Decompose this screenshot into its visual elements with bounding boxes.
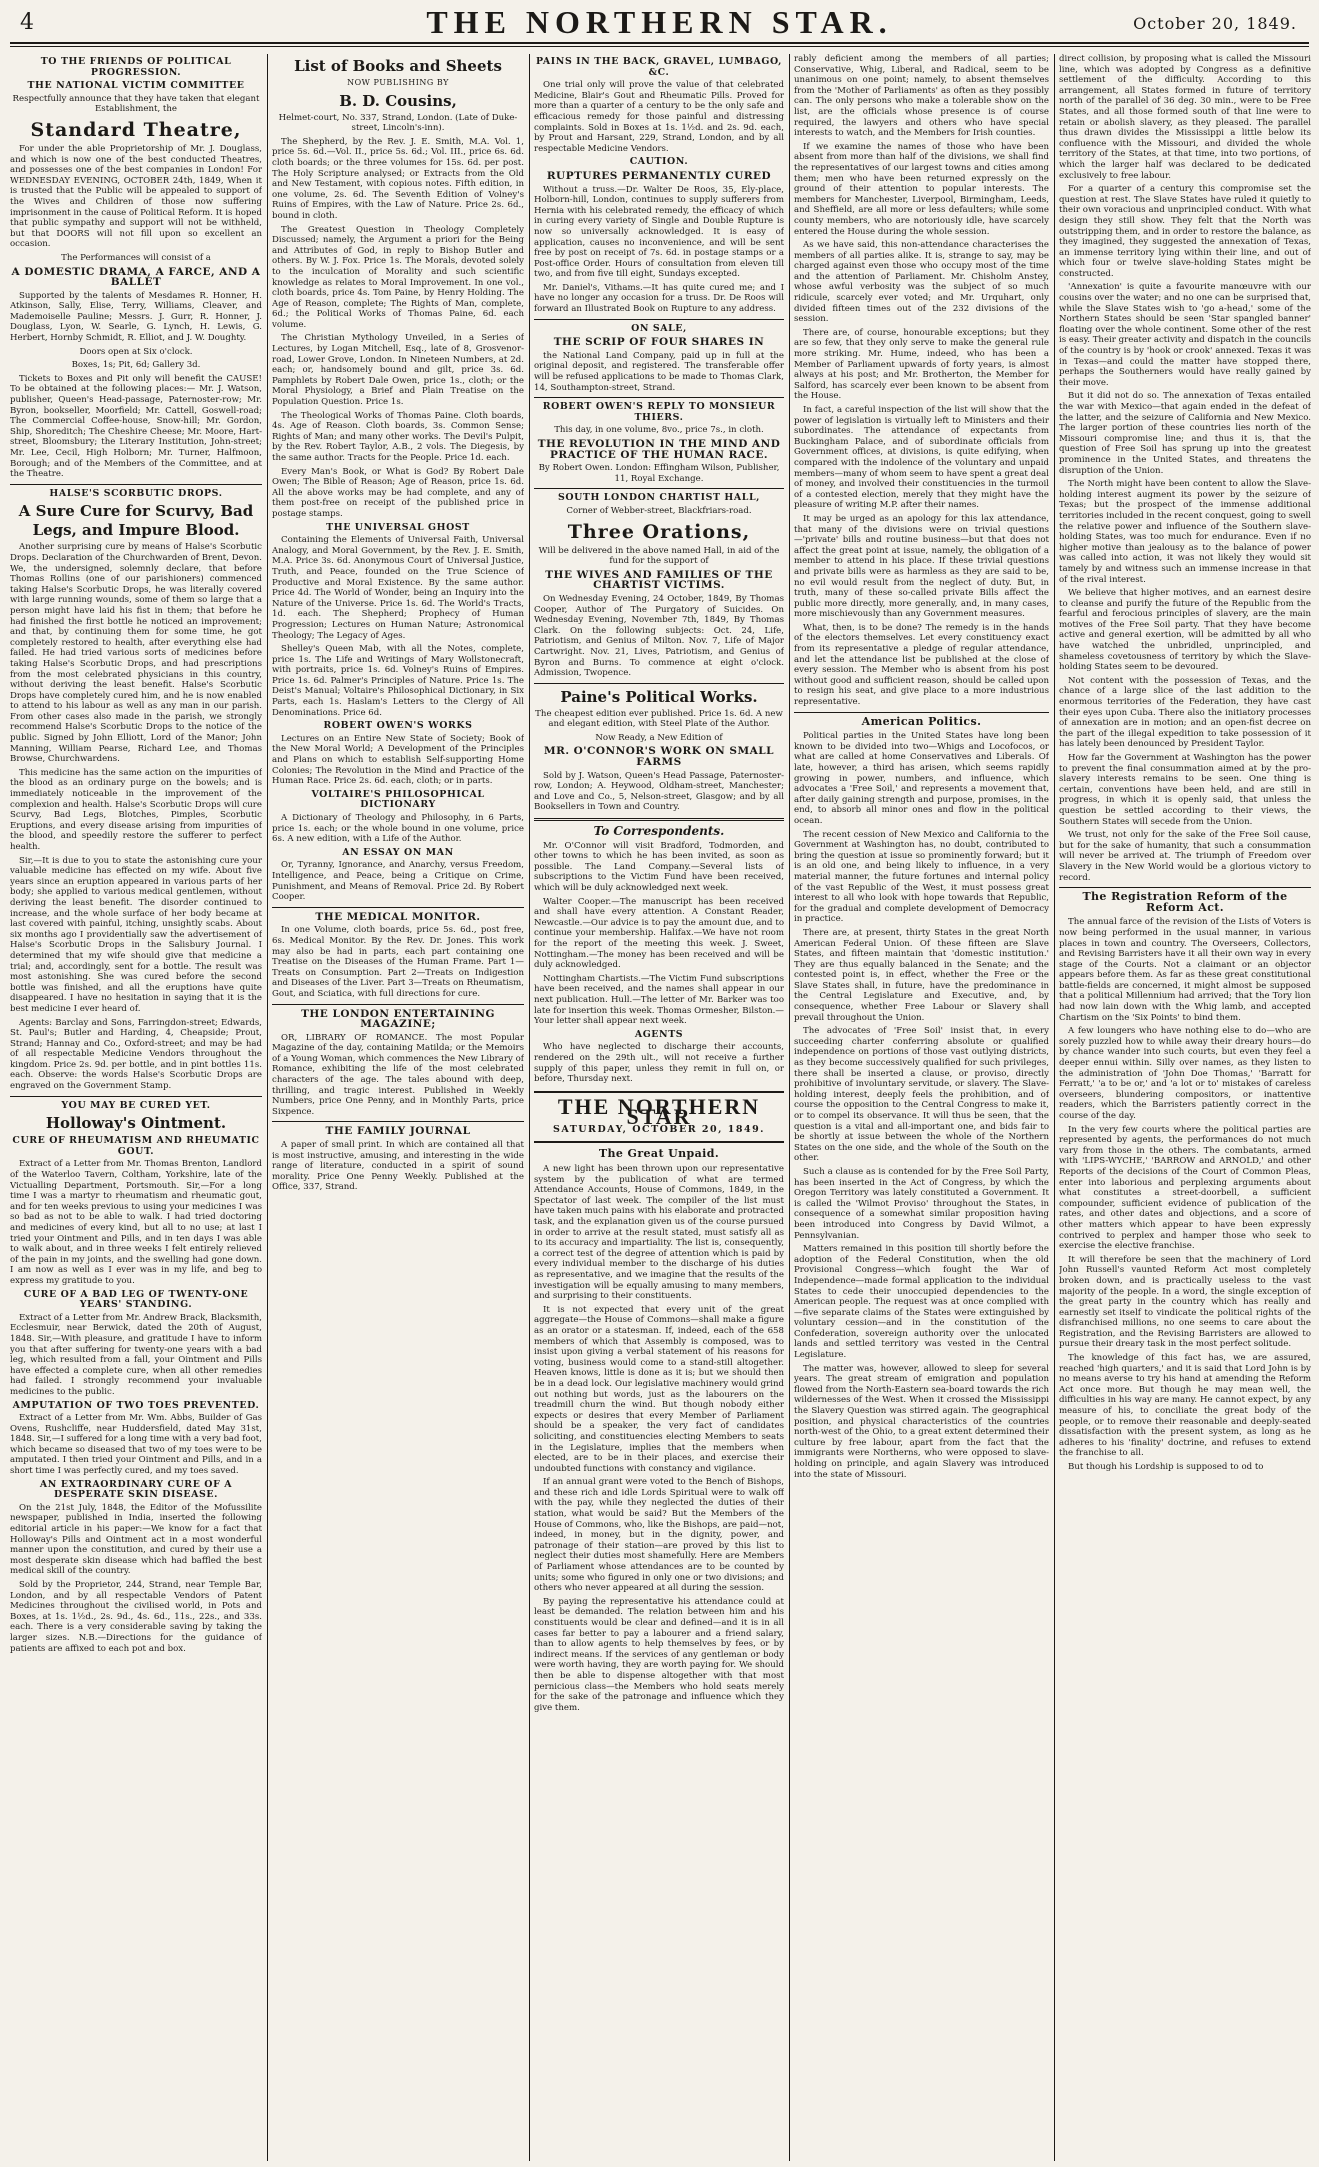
paragraph: For a quarter of a century this compromise set the question at rest. The Slave States have ruled it quietly to their own voracious and unprincipled conduct. With what design they still show. They felt that the North was outstripping them, and in order to restore the balance, as they imagined, they suggested the annexation of Texas, an immense territory lying within their line, and out of which four or twelve slave-holding States might be constructed. — [1059, 184, 1311, 279]
section-heading: MR. O'CONNOR'S WORK ON SMALL FARMS — [543, 745, 774, 769]
paragraph: In one Volume, cloth boards, price 5s. 6d., post free, 6s. Medical Monitor. By the Rev. Dr. Jones. This work may also be had in parts, each part containing one Treatise on the Diseases of the Human Frame. Part 1—Treats on Consumption. Part 2—Treats on Indigestion and Diseases of the Liver. Part 3—Treats on Rheumatism, Gout, and Sciatica, with full directions for cure. — [272, 925, 524, 999]
section-heading: PAINS IN THE BACK, GRAVEL, LUMBAGO, &C. — [535, 56, 783, 78]
paragraph: By paying the representative his attendance could at least be demanded. The relation between him and his constituents would be clear and defined—and it is in all cases far better to pay a labourer and a friend salary, than to allow agents to help themselves by fees, or by indirect means. If the services of any gentleman or body were worth having, they are worth paying for. We should then be able to dispense altogether with that most pernicious class—the Members who hold seats merely for the sake of the patronage and influence which they give them. — [534, 1596, 784, 1713]
paragraph: Every Man's Book, or What is God? By Robert Dale Owen; The Bible of Reason; Age of Reason, price 1s. 6d. All the above works may be had complete, and any of them post-free on receipt of the published price in postage stamps. — [272, 466, 524, 519]
section-heading: THE MEDICAL MONITOR. — [315, 910, 481, 923]
paragraph: There are, at present, thirty States in the great North American Federal Union. Of these fifteen are Slave States, and fifteen maintain that 'domestic institution.' They are thus equally balanced in the Senate; and the contested point is, in effect, whether the Free or the Slave States shall, in future, have the predominance in the Central Legislature and Executive, and, by consequence, whether Free Labour or Slavery shall prevail throughout the Union. — [794, 927, 1049, 1023]
paragraph: Tickets to Boxes and Pit only will benefit the CAUSE! To be obtained at the following places:— Mr. J. Watson, publisher, Queen's Head-passage, Paternoster-row; Mr. Byron, bookseller, Moorfield; Mr. Cattell, Goswell-road; The Commercial Coffee-house, Snow-hill; Mr. Gordon, Ship, Shoreditch; The Cheshire Cheese; Mr. Moore, Hart-street, Bloomsbury; the Literary Institution, John-street; Mr. Lee, Cecil, High Holborn; Mr. Turner, Halfmoon, Borough; and of the Members of the Committee, and at the Theatre. — [10, 373, 262, 480]
newspaper-title: THE NORTHERN STAR. — [426, 4, 893, 40]
section-heading: To Correspondents. — [593, 824, 725, 839]
paragraph: the National Land Company, paid up in full at the original deposit, and registered. The transferable offer will be refused applications to be made to Thomas Clark, 14, Southampton-street, Strand. — [534, 350, 784, 393]
paragraph: Will be delivered in the above named Hall, in aid of the fund for the support of — [538, 545, 780, 567]
divider — [10, 1096, 262, 1097]
paragraph: What, then, is to be done? The remedy is in the hands of the electors themselves. Let every constituency exact from its representative a pledge of regular attendance, and let the attendance list be published at the close of every session. The Member who is absent from his post without good and sufficient reason, should be called upon to resign his seat, and give place to a more industrious representative. — [794, 622, 1049, 708]
section-heading: AMPUTATION OF TWO TOES PREVENTED. — [12, 1399, 260, 1411]
paragraph: One trial only will prove the value of that celebrated Medicine, Blair's Gout and Rheumatic Pills. Proved for more than a quarter of a century to be the only safe and efficacious remedy for those painful and distressing complaints. Sold in Boxes at 1s. 1½d. and 2s. 9d. each, by Prout and Harsant, 229, Strand, London, and by all respectable Medicine Vendors. — [534, 80, 784, 154]
divider — [534, 818, 784, 821]
paragraph: We trust, not only for the sake of the Free Soil cause, but for the sake of humanity, that such a consummation will never be arrived at. The triumph of Freedom over Slavery in the New World would be a glorious victory to record. — [1059, 830, 1311, 883]
paragraph: Shelley's Queen Mab, with all the Notes, complete, price 1s. The Life and Writings of Mary Wollstonecraft, with portraits, price 1s. 6d. Volney's Ruins of Empires. Price 1s. 6d. Palmer's Principles of Nature. Price 1s. The Deist's Manual; Voltaire's Philosophical Dictionary, in Six Parts, each 1s. Haslam's Letters to the Clergy of All Denominations. Price 6d. — [272, 644, 524, 718]
paragraph: This medicine has the same action on the impurities of the blood as an ordinary purge on the bowels; and is immediately noticeable in the improvement of the complexion and health. Halse's Scorbutic Drops will cure Scurvy, Bad Legs, Blotches, Pimples, Scorbutic Eruptions, and every disease arising from impurities of the blood, and speedily restore the sufferer to perfect health. — [10, 767, 262, 852]
paragraph: The North might have been content to allow the Slave-holding interest augment its power by the seizure of Texas; but the prospect of the immense additional territories included in the recent conquest, going to swell the relative power and influence of the Southern slave-holding States, was too much for endurance. Even if no higher motive than jealousy as to the balance of power was called into action, it was not likely they would sit tamely by and witness such an immense increase in that of the rival interest. — [1059, 479, 1311, 585]
column-1 — [10, 54, 262, 2161]
paragraph: Extract of a Letter from Mr. Wm. Abbs, Builder of Gas Ovens, Rushcliffe, near Huddersfield, dated May 31st, 1848. Sir,—I suffered for a long time with a very bad foot, which became so diseased that two of my toes were to be amputated. I then tried your Ointment and Pills, and in a short time I was perfectly cured, and my toes saved. — [10, 1413, 262, 1477]
divider — [1059, 887, 1311, 888]
section-heading: ROBERT OWEN'S WORKS — [323, 720, 473, 732]
paragraph: rably deficient among the members of all parties; Conservative, Whig, Liberal, and Radical, seem to be unanimous on one point; namely, to absent themselves from the 'Mother of Parliaments' as often as they possibly can. The only persons who make a tolerable show on the list, are the officials whose presence is of course required, the lawyers and others who have special interests to watch, and the Members for Irish counties. — [794, 54, 1049, 139]
column-rule — [267, 54, 268, 2161]
paragraph: Political parties in the United States have long been known to be divided into two—Whigs and Locofocos, or what are called at home Conservatives and Liberals. Of late, however, a third has arisen, which seems rapidly growing in power, numbers, and influence, which advocates a 'Free Soil,' and represents a movement that, after daily gaining strength and purpose, promises, in the end, to absorb all minor ones and flow in the political ocean. — [794, 731, 1049, 826]
column-5 — [1059, 54, 1311, 2161]
paragraph: Now Ready, a New Edition of — [595, 732, 723, 743]
paragraph: In the very few courts where the political parties are represented by agents, the performances do not much vary from those in the others. The combatants, armed with 'LIPS-WYCHE,' 'BARROW and ARNOLD,' and other Reports of the decisions of the Court of Common Pleas, enter into laborious and perplexing arguments about what constitutes a street-doorbell, a sufficient compounder, sufficient evidence of publication of the rates, and other dates and objections, and a score of other matters which appear to have been expressly contrived to perplex and hamper those who seek to exercise the elective franchise. — [1059, 1124, 1311, 1252]
paragraph: Another surprising cure by means of Halse's Scorbutic Drops. Declaration of the Churchwarden of Brent, Devon. We, the undersigned, solemnly declare, that before Thomas Rollins (one of our parishioners) commenced taking Halse's Scorbutic Drops, he was literally covered with large running wounds, some of them so large that a person might have laid his fist in them; that before he had finished the first bottle he noticed an improvement; and that, by continuing them for some time, he got completely restored to health, after everything else had failed. He had tried various sorts of medicines before taking Halse's Scorbutic Drops, and had prescriptions from the most celebrated physicians in this country, without deriving the least benefit. Halse's Scorbutic Drops have completely cured him, and he is now enabled to attend to his labour as well as any man in our parish. From other cases also made in the parish, we strongly recommend Halse's Scorbutic Drops to the notice of the public. Signed by John Elliott, Lord of the Manor; John Manning, William Pearse, Richard Lee, and Thomas Browse, Churchwardens. — [10, 542, 262, 765]
paragraph: direct collision, by proposing what is called the Missouri line, which was adopted by Congress as a definitive settlement of the difficulty. According to this arrangement, all States formed in future of territory north of the parallel of 36 deg. 30 min., were to be Free States, and all those formed south of that line were to retain or abolish slavery, as they pleased. The parallel thus drawn divides the Mississippi a little below its confluence with the Missouri, and divided the whole territory of the States, at that time, into two portions, of which the larger half was declared to be dedicated exclusively to free labour. — [1059, 54, 1311, 181]
paragraph: A paper of small print. In which are contained all that is most instructive, amusing, and interesting in the wide range of literature, conducted in a spirit of sound morality. Price One Penny Weekly. Published at the Office, 337, Strand. — [272, 1140, 524, 1193]
paragraph: Corner of Webber-street, Blackfriars-road. — [566, 505, 752, 516]
divider — [272, 1004, 524, 1005]
paragraph: Sir,—It is due to you to state the astonishing cure your valuable medicine has effected on my wife. About five years since an eruption appeared in various parts of her body; she applied to various medical gentlemen, without deriving the least benefit. The disorder continued to increase, and the whole surface of her body became at last covered with painful, itching, unsightly scabs. About six months ago I providentially saw the advertisement of Halse's Scorbutic Drops in the Salisbury Journal. I determined that my wife should give that medicine a trial; and, accordingly, sent for a bottle. The result was most astonishing. She was cured before the second bottle was finished, and all the eruptions have quite disappeared. I have no hesitation in saying that it is the best medicine I ever heard of. — [10, 855, 262, 1014]
paragraph: A new light has been thrown upon our representative system by the publication of what are termed Attendance Accounts, House of Commons, 1849, in the Spectator of last week. The compiler of the list must have taken much pains with his elaborate and protracted task, and the explanation given us of the course pursued in order to arrive at the result stated, must satisfy all as to its accuracy and impartiality. The list is, consequently, a correct test of the degree of attention which is paid by every individual member to the discharge of his duties as representative, and we imagine that the results of the investigation will be equally amusing to many members, and surprising to their constituents. — [534, 1164, 784, 1302]
paragraph: Nottingham Chartists.—The Victim Fund subscriptions have been received, and the names shall appear in our next publication. Hull.—The letter of Mr. Barker was too late for insertion this week. Thomas Ormesher, Bilston.—Your letter shall appear next week. — [534, 973, 784, 1027]
paragraph: The advocates of 'Free Soil' insist that, in every succeeding charter conferring absolute or qualified independence on portions of those vast outlying districts, as they become successively qualified for such privileges, there shall be inserted a clause, or proviso, directly prohibitive of involuntary servitude, or slavery. The Slave-holding interest, deeply feels the prohibition, and of course the opposition to the Central Congress to make it, or to compel its observance. It will thus be seen, that the question is a vital and all-important one, and bids fair to be shortly at issue between the whole of the Northern States on the one side, and the whole of the South on the other. — [794, 1026, 1049, 1164]
paragraph: Who have neglected to discharge their accounts, rendered on the 29th ult., will not receive a further supply of this paper, unless they remit in full on, or before, Thursday next. — [534, 1042, 784, 1085]
divider — [534, 488, 784, 489]
paragraph: Sold by the Proprietor, 244, Strand, near Temple Bar, London, and by all respectable Vendors of Patent Medicines throughout the civilised world, in Pots and Boxes, at 1s. 1½d., 2s. 9d., 4s. 6d., 11s., 22s., and 33s. each. There is a very considerable saving by taking the larger sizes. N.B.—Directions for the guidance of patients are affixed to each pot and box. — [10, 1580, 262, 1654]
paragraph: But though his Lordship is supposed to od to — [1068, 1462, 1264, 1472]
section-heading: THE WIVES AND FAMILIES OF THE CHARTIST VICTIMS. — [545, 568, 773, 592]
paragraph: The recent cession of New Mexico and California to the Government at Washington has, no doubt, contributed to bring the question at issue so prominently forward; but it is an old one, and being likely to influence, in a very material manner, the future fortunes and internal policy of the vast Republic of the West, it must possess great interest to all who look with hope towards that Republic, for the gradual and complete development of Democracy in practice. — [794, 829, 1049, 925]
paragraph: Without a truss.—Dr. Walter De Roos, 35, Ely-place, Holborn-hill, London, continues to supply sufferers from Hernia with his celebrated remedy, the efficacy of which in curing every variety of Single and Double Rupture is now so universally acknowledged. It is easy of application, causes no inconvenience, and will be sent free by post on receipt of 7s. 6d. in postage stamps or a Post-office Order. Hours of consultation from eleven till two, and from five till eight, Sundays excepted. — [534, 184, 784, 280]
paragraph: The Shepherd, by the Rev. J. E. Smith, M.A. Vol. 1, price 5s. 6d.—Vol. II., price 5s. 6d.; Vol. III., price 6s. 6d. cloth boards; or the three volumes for 15s. 6d. per post. The Holy Scripture analysed; or Extracts from the Old and New Testament, with copious notes. Fifth edition, in one volume, 2s. 6d. The Seventh Edition of Volney's Ruins of Empires, with the Law of Nature. Price 2s. 6d., bound in cloth. — [272, 136, 524, 221]
column-2 — [272, 54, 524, 2161]
section-heading: THE SCRIP OF FOUR SHARES IN — [553, 336, 765, 349]
section-heading: CURE OF RHEUMATISM AND RHEUMATIC GOUT. — [12, 1135, 260, 1157]
divider — [272, 1121, 524, 1122]
paragraph: Mr. Daniel's, Vithams.—It has quite cured me; and I have no longer any occasion for a truss. Dr. De Roos will forward an Illustrated Book on Rupture to any address. — [534, 282, 784, 315]
masthead-rule — [10, 46, 1309, 47]
divider — [534, 683, 784, 684]
paragraph: It will therefore be seen that the machinery of Lord John Russell's vaunted Reform Act most completely broken down, and is practically useless to the vast majority of the people. In a word, the single exception of the great party in the country which has really and earnestly set itself to vindicate the political rights of the disfranchised millions, no one seems to care about the Registration, and the Revising Barristers are allowed to pursue their dreary task in the most perfect solitude. — [1059, 1254, 1311, 1350]
section-heading: SOUTH LONDON CHARTIST HALL, — [557, 492, 761, 504]
page-number: 4 — [20, 10, 34, 35]
editorial-date: SATURDAY, OCTOBER 20, 1849. — [552, 1123, 765, 1135]
headline-paine: Paine's Political Works. — [560, 687, 758, 706]
column-rule — [1054, 54, 1055, 2161]
paragraph: How far the Government at Washington has the power to prevent the final consummation aimed at by the pro-slavery interests remains to be seen. One thing is certain, conventions have been held, and are still in progress, in which it is openly said, that unless the question be settled according to their views, the Southern States will secede from the Union. — [1059, 753, 1311, 827]
editorial-title: THE NORTHERN STAR — [557, 1093, 761, 1130]
paragraph: It is not expected that every unit of the great aggregate—the House of Commons—shall make a figure as an orator or a statesman. If, indeed, each of the 658 members of which that Assembly is composed, was to insist upon giving a verbal statement of his reasons for voting, business would come to a stand-still altogether. Heaven knows, little is done as it is; but we should then be in a dead lock. Our legislative machinery would grind out nothing but words, just as the labourers on the treadmill churn the wind. But though nobody either expects or desires that every Member of Parliament should be a speaker, the very fact of candidates soliciting, and constituencies electing Members to seats in the Legislature, implies that the members when elected, are to be in their places, and exercise their undoubted functions with constancy and vigilance. — [534, 1304, 784, 1474]
paragraph: In fact, a careful inspection of the list will show that the power of legislation is virtually left to Ministers and their subordinates. The attendance of expectants from Buckingham Palace, and of subordinate officials from Government offices, at divisions, is quite edifying, when compared with the indolence of the voluntary and unpaid members—many of whom seem to have spent a great deal of money, and involved their constituencies in the turmoil of a contested election, merely that they might have the pleasure of writing M.P. after their names. — [794, 405, 1049, 511]
paragraph: On the 21st July, 1848, the Editor of the Mofussilite newspaper, published in India, inserted the following editorial article in his paper:—We know for a fact that Holloway's Pills and Ointment act in a most wonderful manner upon the constitution, and cured by their use a most desperate skin disease which had baffled the best medical skill of the country. — [10, 1502, 262, 1577]
paragraph: On Wednesday Evening, 24 October, 1849, By Thomas Cooper, Author of The Purgatory of Suicides. On Wednesday Evening, November 7th, 1849, By Thomas Clark. On the following subjects: Oct. 24, Life, Patriotism, and Genius of Milton. Nov. 7, Life of Major Cartwright. Nov. 21, Lives, Patriotism, and Genius of Byron and Burns. To commence at eight o'clock. Admission, Twopence. — [534, 593, 784, 679]
section-heading: VOLTAIRE'S PHILOSOPHICAL DICTIONARY — [311, 788, 485, 811]
paragraph: There are, of course, honourable exceptions; but they are so few, that they only serve to make the general rule more striking. Mr. Hume, indeed, who has been a Member of Parliament upwards of forty years, is almost always at his post; and Mr. Brotherton, the Member for Salford, has scarcely ever been known to be absent from the House. — [794, 327, 1049, 402]
section-heading: YOU MAY BE CURED YET. — [61, 1099, 211, 1111]
headline-publisher: B. D. Cousins, — [339, 91, 457, 110]
paragraph: NOW PUBLISHING BY — [347, 78, 449, 87]
paragraph: Lectures on an Entire New State of Society; Book of the New Moral World; A Development of the Principles and Plans on which to establish Self-supporting Home Colonies; The Revolution in the Mind and Practice of the Human Race. Price 2s. 6d. each, cloth; or in parts. — [272, 733, 524, 787]
paragraph: A few loungers who have nothing else to do—who are sorely puzzled how to while away their dreary hours—do by chance wander into such courts, but even they feel a deeper ennui within. Silly over names, as they listen to the administration of 'John Doe Thomas,' 'Barratt for Ferratt,' 'a to be or,' and 'a lot or to' mistakes of careless overseers, blundering compositors, or inattentive readers, which the Barristers patiently correct in the course of the day. — [1059, 1026, 1311, 1121]
paragraph: Supported by the talents of Mesdames R. Honner, H. Atkinson, Sally, Elise, Terry, Williams, Cleaver, and Mademoiselle Pauline; Messrs. J. Gurr, R. Honner, J. Douglass, Lyon, W. Searle, G. Lynch, H. Lewis, G. Herbert, Hornby Schmidt, R. Elliot, and J. W. Doughty. — [10, 290, 262, 344]
section-heading: THE FAMILY JOURNAL — [325, 1125, 471, 1138]
paragraph: Such a clause as is contended for by the Free Soil Party, has been inserted in the Act of Congress, by which the Oregon Territory was lately constituted a Government. It is called the 'Wilmot Proviso' throughout the States, in consequence of a somewhat similar proposition having been introduced into Congress by David Wilmot, a Pennsylvanian. — [794, 1166, 1049, 1241]
paragraph: Or, Tyranny, Ignorance, and Anarchy, versus Freedom, Intelligence, and Peace, being a Critique on Crime, Punishment, and Means of Removal. Price 2d. By Robert Cooper. — [272, 860, 524, 903]
column-rule — [789, 54, 790, 2161]
section-heading: CAUTION. — [629, 156, 689, 168]
editorial-banner — [534, 1091, 784, 1144]
paragraph: Containing the Elements of Universal Faith, Universal Analogy, and Moral Government, by the Rev. J. E. Smith, M.A. Price 3s. 6d. Anonymous Court of Universal Justice, Truth, and Peace, founded on the True Science of Productive and Moral Existence. By the same author. Price 4d. The World of Wonder, being an Inquiry into the Nature of the Universe. Price 1s. 6d. The World's Tracts, 1d. each. The Shepherd; Prophecy of Human Progression; Lectures on Human Nature; Astronomical Theology; The Legacy of Ages. — [272, 535, 524, 641]
section-heading: THE REVOLUTION IN THE MIND AND PRACTICE OF THE HUMAN RACE. — [537, 438, 781, 461]
paragraph: For under the able Proprietorship of Mr. J. Douglass, and which is now one of the best conducted Theatres, and possesses one of the best companies in London! For WEDNESDAY EVENING, OCTOBER 24th, 1849, When it is trusted that the Public will be appealed to support of the Wives and Children of those now suffering imprisonment in the cause of Political Reform. It is hoped that public sympathy and support will not be withheld, but that DOORS will not fill upon so excellent an occasion. — [10, 143, 262, 250]
divider — [272, 907, 524, 908]
paragraph: If we examine the names of those who have been absent from more than half of the divisions, we shall find the representatives of our largest towns and cities among them; men who have been returned expressly on the ground of their attention to popular interests. The members for Manchester, Liverpool, Birmingham, Leeds, and Sheffield, are all more or less defaulters; while some county members, who are notoriously idle, have scarcely entered the House during the whole session. — [794, 141, 1049, 237]
paragraph: OR, LIBRARY OF ROMANCE. The most Popular Magazine of the day, containing Matilda; or the Memoirs of a Young Woman, which commences the New Library of Romance, exhibiting the life of the most celebrated characters of the age. The tales abound with deep, thrilling, and tragic interest. Published in Weekly Numbers, price One Penny, and in Monthly Parts, price Sixpence. — [272, 1032, 524, 1117]
section-heading: AN ESSAY ON MAN — [342, 846, 454, 858]
headline-holloway: Holloway's Ointment. — [45, 1114, 227, 1133]
paragraph: Respectfully announce that they have taken that elegant Establishment, the — [12, 93, 260, 115]
paragraph: By Robert Owen. London: Effingham Wilson, Publisher, 11, Royal Exchange. — [538, 463, 780, 484]
section-heading: CURE OF A BAD LEG OF TWENTY-ONE YEARS' STANDING. — [23, 1288, 249, 1311]
section-heading: AGENTS — [634, 1028, 684, 1040]
paragraph: Helmet-court, No. 337, Strand, London. (Late of Duke-street, Lincoln's-inn). — [278, 112, 518, 134]
divider — [10, 484, 262, 485]
divider — [794, 712, 1049, 713]
paragraph: As we have said, this non-attendance characterises the members of all parties alike. It is, strange to say, may be charged against even those who occupy most of the time and the attention of Parliament. Mr. Chisholm Anstey, whose awful verbosity was the subject of so much ridicule, scarcely ever voted; and Mr. Urquhart, only divided fifteen times out of the 232 divisions of the session. — [794, 240, 1049, 325]
paragraph: Doors open at Six o'clock. — [79, 346, 193, 357]
headline-list: List of Books and Sheets — [294, 57, 502, 75]
paragraph: 'Annexation' is quite a favourite manœuvre with our cousins over the water; and no one can be surprised that, while the Slave States wish to 'go a-head,' some of the Northern States should be seen 'Star spangled banner' floating over the whole continent. Some other of the rest is easy. Their greater activity and dispatch in the councils of the country is by 'hook or crook' annexed. Texas it was in Texas—and could the matter have stopped there, perhaps the Southerners would have really gained by their move. — [1059, 282, 1311, 388]
section-heading: AN EXTRAORDINARY CURE OF A DESPERATE SKIN DISEASE. — [39, 1478, 233, 1501]
section-heading: RUPTURES PERMANENTLY CURED — [546, 169, 772, 182]
section-heading: ON SALE, — [631, 322, 687, 334]
section-heading: THE LONDON ENTERTAINING MAGAZINE; — [301, 1007, 495, 1031]
headline-orations: Three Orations, — [567, 520, 751, 543]
paragraph: But it did not do so. The annexation of Texas entailed the war with Mexico—that again ended in the defeat of the latter, and the seizure of California and New Mexico. The larger portion of these countries lies north of the Missouri compromise line; and thus it is, that the question of Free Soil has sprung up into the greatest prominence in the United States, and threatens the disruption of the Union. — [1059, 391, 1311, 476]
headline-cure: A Sure Cure for Scurvy, Bad Legs, and Impure Blood. — [18, 502, 254, 540]
section-heading: THE NATIONAL VICTIM COMMITTEE — [27, 80, 245, 92]
paragraph: We believe that higher motives, and an earnest desire to cleanse and purify the future of the Republic from the fearful and ferocious principles of slavery, are the main motives of the Free Soil party. That they have become active and general exertion, will be admitted by all who have watched the unbridled, unprincipled, and shameless covetousness of territory by which the Slave-holding States seem to be devoured. — [1059, 588, 1311, 673]
paragraph: The Performances will consist of a — [61, 252, 211, 263]
paragraph: Boxes, 1s; Pit, 6d; Gallery 3d. — [71, 360, 201, 371]
masthead-rule — [10, 42, 1309, 44]
section-heading: American Politics. — [861, 714, 982, 728]
paragraph: Not content with the possession of Texas, and the chance of a large slice of the last addition to the enormous territories of the Federation, they have cast their eyes upon Cuba. There also the initiatory processes of annexation are in motion; and an open-fist decree on the part of the illegal expedition to take possession of it has lately been denounced by President Taylor. — [1059, 675, 1311, 750]
section-heading: TO THE FRIENDS OF POLITICAL PROGRESSION. — [40, 56, 232, 78]
paragraph: This day, in one volume, 8vo., price 7s., in cloth. — [554, 425, 764, 436]
paragraph: It may be urged as an apology for this lax attendance, that many of the divisions were on trivial questions—'private' bills and routine business—but that does not affect the great point at issue, namely, the obligation of a member to attend in his place. If these trivial questions and private bills were as harmless as they are said to be, no evil would result from the neglect of duty. But, in truth, many of these so-called private Bills affect the public more directly, more generally, and, in many cases, more mischievously than any Government measures. — [794, 513, 1049, 620]
section-heading: A DOMESTIC DRAMA, A FARCE, AND A BALLET — [11, 265, 261, 289]
paragraph: The knowledge of this fact has, we are assured, reached 'high quarters,' and it is said that Lord John is by no means averse to try his hand at amending the Reform Act once more. But though he may mean well, the difficulties in his way are many. He cannot expect, by any measure of his, to conciliate the great body of the people, or to remove their reasonable and deeply-seated dissatisfaction with the present system, as long as he adheres to his 'finality' doctrine, and refuses to extend the franchise to all. — [1059, 1353, 1311, 1459]
divider — [534, 397, 784, 398]
paragraph: Extract of a Letter from Mr. Andrew Brack, Blacksmith, Ecclesmuir, near Berwick, dated the 20th of August, 1848. Sir,—With pleasure, and gratitude I have to inform you that after suffering for twenty-one years with a bad leg, which resulted from a fall, your Ointment and Pills have effected a complete cure, when all other remedies had failed. I strongly recommend your invaluable medicines to the public. — [10, 1312, 262, 1397]
paragraph: The matter was, however, allowed to sleep for several years. The great stream of emigration and population flowed from the North-Eastern sea-board towards the rich wildernesses of the West. When it crossed the Mississippi the Slavery Question was stirred again. The geographical position, and physical characteristics of the countries north-west of the Ohio, to a great extent determined their culture by free labour, apart from the fact that the immigrants were Northerns, who were opposed to slave-holding on principle, and again Slavery was introduced into the state of Missouri. — [794, 1363, 1049, 1480]
paragraph: The annual farce of the revision of the Lists of Voters is now being performed in the usual manner, in various places in town and country. The Overseers, Collectors, and Revising Barristers have it all their own way in every stage of the Courts. Not a claimant or an objector appears before them. As far as these great constitutional battle-fields are concerned, it might almost be supposed that a political Millennium had arrived; that the Tory lion had now lain down with the Whig lamb, and accepted Chartism on the 'Six Points' to bind them. — [1059, 917, 1311, 1023]
paragraph: Extract of a Letter from Mr. Thomas Brenton, Landlord of the Waterloo Tavern, Coltham, Yorkshire, late of the Victualling Department, Portsmouth. Sir,—For a long time I was a martyr to rheumatism and rheumatic gout, and for ten weeks previous to using your medicines I was so bad as not to be able to walk. I had tried doctoring and medicines of every kind, but all to no use; at last I tried your Ointment and Pills, and in ten days I was able to walk about, and in three weeks I felt entirely relieved of the pain in my joints, and the swelling had gone down. I am now as well as I ever was in my life, and beg to express my gratitude to you. — [10, 1159, 262, 1286]
paragraph: Walter Cooper.—The manuscript has been received and shall have every attention. A Constant Reader, Newcastle.—Our advice is to pay the amount due, and to continue your membership. Halifax.—We have not room for the report of the meeting this week. J. Sweet, Nottingham.—The money has been received and will be duly acknowledged. — [534, 896, 784, 971]
headline-theatre: Standard Theatre, — [30, 118, 242, 141]
divider — [534, 319, 784, 320]
section-heading: The Registration Reform of the Reform Act. — [1082, 890, 1288, 914]
paragraph: The Theological Works of Thomas Paine. Cloth boards, 4s. Age of Reason. Cloth boards, 3s. Common Sense; Rights of Man; and many other works. The Devil's Pulpit, by the Rev. Robert Taylor, A.B., 2 vols. The Diegesis, by the same author. Tracts for the People. Price 1d. each. — [272, 410, 524, 463]
column-4 — [794, 54, 1049, 2161]
column-3 — [534, 54, 784, 2161]
paragraph: Mr. O'Connor will visit Bradford, Todmorden, and other towns to which he has been invited, as soon as possible. The Land Company.—Several lists of subscriptions to the Victim Fund have been received, which will be duly acknowledged next week. — [534, 840, 784, 893]
paragraph: The Christian Mythology Unveiled, in a Series of Lectures, by Logan Mitchell, Esq., late of 8, Grosvenor-road, Lower Grove, London. In Nineteen Numbers, at 2d. each; or, handsomely bound and gilt, price 3s. 6d. Pamphlets by Robert Dale Owen, price 1s., cloth; or the Moral Physiology, a Brief and Plain Treatise on the Population Question. Price 1s. — [272, 333, 524, 408]
paragraph: Agents: Barclay and Sons, Farringdon-street; Edwards, St. Paul's; Butler and Harding, 4, Cheapside; Prout, Strand; Hannay and Co., Oxford-street; and may be had of all respectable Medicine Vendors throughout the kingdom. Price 2s. 9d. per bottle, and in pint bottles 11s. each. Observe: the words Halse's Scorbutic Drops are engraved on the Government Stamp. — [10, 1017, 262, 1092]
section-heading: HALSE'S SCORBUTIC DROPS. — [49, 487, 223, 499]
paragraph: A Dictionary of Theology and Philosophy, in 6 Parts, price 1s. each; or the whole bound in one volume, price 6s. A new edition, with a Life of the Author. — [272, 813, 524, 845]
paragraph: Sold by J. Watson, Queen's Head Passage, Paternoster-row, London; A. Heywood, Oldham-street, Manchester; and Love and Co., 5, Nelson-street, Glasgow; and by all Booksellers in Town and Country. — [534, 770, 784, 813]
paragraph: If an annual grant were voted to the Bench of Bishops, and these rich and idle Lords Spiritual were to walk off with the pay, while they neglected the duties of their station, what would be said? But the Members of the House of Commons, who, like the Bishops, are paid—not, indeed, in money, but in the dignity, power, and patronage of their station—are proved by this list to neglect their duties most shamefully. Here are Members of Parliament whose attendances are to be counted by units; some who figured in only one or two divisions; and others who never appeared at all during the session. — [534, 1477, 784, 1594]
paragraph: The cheapest edition ever published. Price 1s. 6d. A new and elegant edition, with Steel Plate of the Author. — [535, 708, 783, 730]
column-rule — [529, 54, 530, 2161]
paragraph: Matters remained in this position till shortly before the adoption of the Federal Constitution, when the old Provisional Congress—which fought the War of Independence—made formal application to the individual States to cede their unoccupied dependencies to the American people. The request was at once complied with—five separate claims of the States were extinguished by voluntary cession—and in the constitution of the Confederation, sovereign authority over the unlocated lands and settled territory was vested in the Central Legislature. — [794, 1244, 1049, 1361]
issue-date: October 20, 1849. — [1133, 14, 1297, 33]
section-heading: The Great Unpaid. — [598, 1147, 720, 1161]
section-heading: ROBERT OWEN'S REPLY TO MONSIEUR THIERS. — [542, 401, 776, 423]
masthead — [0, 0, 1319, 44]
section-heading: THE UNIVERSAL GHOST — [326, 521, 470, 533]
paragraph: The Greatest Question in Theology Completely Discussed; namely, the Argument a priori for the Being and Attributes of God, in reply to Bishop Butler and others. By W. J. Fox. Price 1s. The Morals, devoted solely to the inculcation of Morality and such scientific knowledge as relates to Moral Improvement. In one vol., cloth boards, price 4s. Tom Paine, by Henry Holding. The Age of Reason, complete; The Rights of Man, complete, 6d.; the Political Works of Thomas Paine, 6d. each volume. — [272, 224, 524, 330]
